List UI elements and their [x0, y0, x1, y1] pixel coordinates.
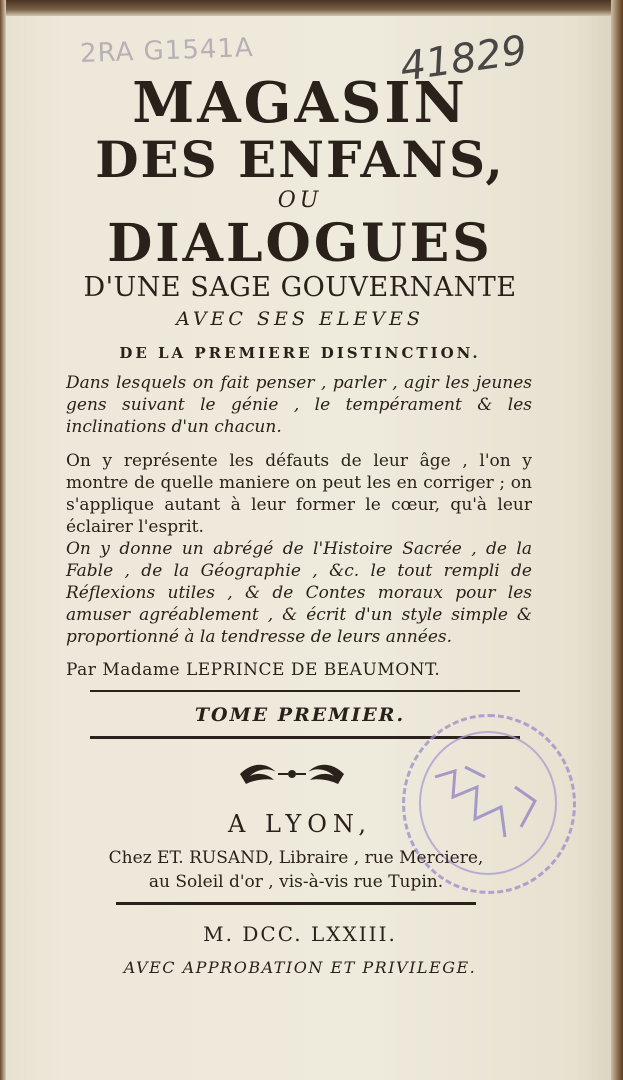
page-right-edge — [611, 0, 623, 1080]
title-des-enfans: DES ENFANS, — [95, 130, 505, 189]
description-paragraph-1: Dans lesquels on fait penser , parler , agir les jeunes gens suivant le génie , le tempérament & les inclinations d'un chacun. — [66, 373, 532, 437]
description-paragraph-3: On y donne un abrégé de l'Histoire Sacrée , de la Fable , de la Géographie , &c. le tout rempli de Réflexions utiles , & de Contes moraux pour les amuser agréablement , & écrit d'un style simple & proportionné à la tendresse de leurs années. — [66, 539, 532, 647]
imprint-line-1: Chez ET. RUSAND, Libraire , rue Merciere, — [108, 848, 484, 868]
title-distinction: DE LA PREMIERE DISTINCTION. — [119, 344, 481, 362]
stamp-emblem-icon — [425, 757, 553, 857]
handwritten-number: 41829 — [397, 27, 530, 91]
imprint-publisher — [66, 846, 526, 894]
title-sage-gouvernante: D'UNE SAGE GOUVERNANTE — [83, 272, 517, 303]
approbation-line: AVEC APPROBATION ET PRIVILEGE. — [123, 958, 477, 977]
imprint-city: A LYON, — [228, 810, 372, 838]
fleuron-ornament-icon — [232, 756, 352, 790]
publication-year: M. DCC. LXXIII. — [203, 922, 397, 946]
title-ou: OU — [277, 188, 323, 213]
volume-label: TOME PREMIER. — [194, 704, 406, 726]
imprint-line-2: au Soleil d'or , vis-à-vis rue Tupin. — [148, 872, 444, 892]
page-top-edge — [0, 0, 623, 16]
rule-above-volume — [90, 690, 520, 692]
rule-above-date — [116, 902, 476, 905]
shelfmark-annotation: 2RA G1541A — [79, 32, 255, 70]
title-magasin: MAGASIN — [132, 70, 468, 136]
title-avec-ses-eleves: AVEC SES ELEVES — [176, 308, 424, 330]
author-line: Par Madame LEPRINCE DE BEAUMONT. — [66, 660, 441, 680]
description-paragraph-2: On y représente les défauts de leur âge , l'on y montre de quelle maniere on peut les en corriger ; on s'applique autant à leur former le cœur, qu'à leur éclairer l'esprit. — [66, 451, 532, 537]
title-dialogues: DIALOGUES — [107, 213, 493, 274]
